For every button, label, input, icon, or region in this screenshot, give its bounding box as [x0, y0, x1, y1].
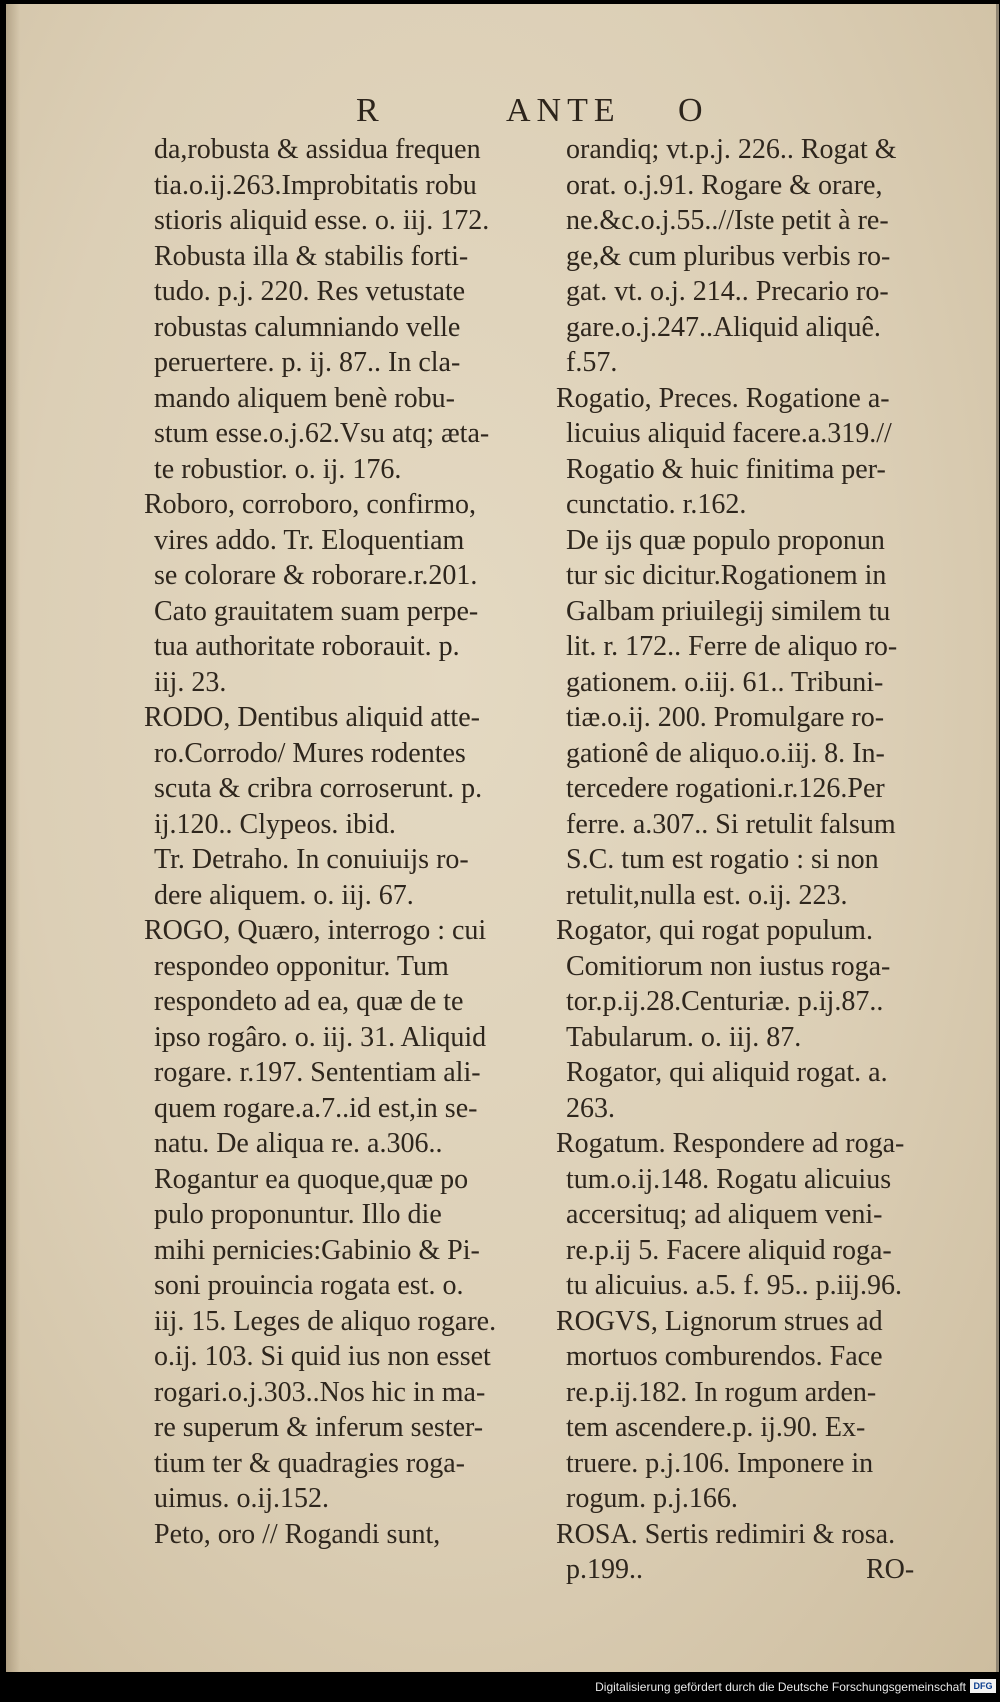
text-line: ge,& cum pluribus verbis ro- [566, 240, 891, 272]
text-line: Rogatio & huic finitima per- [566, 453, 886, 485]
text-line: stioris aliquid esse. o. iij. 172. [154, 205, 490, 236]
dfg-logo: DFG [970, 1679, 996, 1693]
text-line: orandiq; vt.p.j. 226.. Rogat & [566, 134, 897, 165]
text-line: se colorare & roborare.r.201. [154, 560, 478, 591]
text-line: peruertere. p. ij. 87.. In cla- [154, 347, 461, 378]
text-line: Rogator, qui aliquid rogat. a. [566, 1057, 888, 1088]
text-line: orat. o.j.91. Rogare & orare, [566, 169, 883, 201]
text-line: Robusta illa & stabilis forti- [154, 240, 469, 272]
text-line: f.57. [566, 347, 618, 378]
left-column [144, 132, 572, 1552]
text-line: tem ascendere.p. ij.90. Ex- [566, 1412, 866, 1443]
text-line: rogum. p.j.166. [566, 1483, 738, 1514]
text-line: cunctatio. r.162. [566, 489, 747, 520]
footer-credit: Digitalisierung gefördert durch die Deutsche Forschungsgemeinschaft [595, 1680, 966, 1694]
text-line: Peto, oro // Rogandi sunt, [154, 1518, 441, 1550]
page-reference: p.199.. [566, 1554, 643, 1585]
entry-headword-line: RODO, Dentibus aliquid atte- [144, 702, 480, 733]
text-line: re superum & inferum sester- [154, 1412, 484, 1443]
text-line: mando aliquem benè robu- [154, 382, 455, 414]
text-line: scuta & cribra corroserunt. p. [154, 773, 483, 804]
entry-headword-line: ROGVS, Lignorum strues ad [556, 1305, 883, 1337]
text-line: tum.o.ij.148. Rogatu alicuius [566, 1163, 892, 1195]
text-line: tiæ.o.ij. 200. Promulgare ro- [566, 702, 885, 733]
digitization-footer [0, 1672, 1000, 1702]
running-head-right: O [678, 92, 709, 129]
entry-headword-line: Roboro, corroboro, confirmo, [144, 489, 477, 520]
running-head-left: R [356, 92, 385, 129]
text-line: gationem. o.iij. 61.. Tribuni- [566, 666, 884, 698]
entry-headword-line: ROGO, Quæro, interrogo : cui [144, 915, 487, 946]
text-line: tium ter & quadragies roga- [154, 1447, 466, 1479]
text-line: rogari.o.j.303..Nos hic in ma- [154, 1376, 486, 1408]
text-line: licuius aliquid facere.a.319.// [566, 418, 892, 449]
text-line: iij. 23. [154, 666, 227, 698]
text-line: ipso rogâro. o. iij. 31. Aliquid [154, 1021, 487, 1053]
text-line: rogare. r.197. Sententiam ali- [154, 1057, 481, 1088]
entry-headword-line: Rogatio, Preces. Rogatione a- [556, 382, 890, 414]
right-column [556, 132, 974, 1588]
text-line: da,robusta & assidua frequen [154, 134, 481, 165]
text-line: De ijs quæ populo proponun [566, 524, 885, 556]
text-line: respondeto ad ea, quæ de te [154, 986, 464, 1017]
text-line: tur sic dicitur.Rogationem in [566, 560, 887, 591]
text-line: soni prouincia rogata est. o. [154, 1270, 464, 1301]
last-line [566, 1552, 974, 1588]
text-line: dere aliquem. o. iij. 67. [154, 879, 414, 911]
text-line: Cato grauitatem suam perpe- [154, 595, 479, 627]
text-line: iij. 15. Leges de aliquo rogare. [154, 1305, 497, 1337]
text-line: Tr. Detraho. In conuiuijs ro- [154, 844, 469, 875]
text-line: truere. p.j.106. Imponere in [566, 1447, 874, 1479]
text-line: tia.o.ij.263.Improbitatis robu [154, 169, 477, 201]
running-head [6, 92, 996, 132]
text-line: mortuos comburendos. Face [566, 1341, 883, 1372]
text-line: tor.p.ij.28.Centuriæ. p.ij.87.. [566, 986, 884, 1017]
text-line: gat. vt. o.j. 214.. Precario ro- [566, 276, 889, 307]
text-line: quem rogare.a.7..id est,in se- [154, 1092, 478, 1124]
text-line: accersituq; ad aliquem veni- [566, 1199, 883, 1230]
text-line: robustas calumniando velle [154, 311, 461, 343]
entry-headword-line: ROSA. Sertis redimiri & rosa. [556, 1518, 896, 1550]
text-line: tu alicuius. a.5. f. 95.. p.iij.96. [566, 1270, 902, 1301]
text-line: o.ij. 103. Si quid ius non esset [154, 1341, 491, 1372]
book-page [6, 4, 999, 1672]
text-line: respondeo opponitur. Tum [154, 950, 449, 982]
text-line: vires addo. Tr. Eloquentiam [154, 524, 465, 556]
text-line: mihi pernicies:Gabinio & Pi- [154, 1234, 480, 1266]
text-line: uimus. o.ij.152. [154, 1483, 330, 1514]
text-line: lit. r. 172.. Ferre de aliquo ro- [566, 631, 898, 662]
text-line: retulit,nulla est. o.ij. 223. [566, 879, 848, 911]
entry-headword-line: Rogatum. Respondere ad roga- [556, 1128, 905, 1159]
text-line: ne.&c.o.j.55..//Iste petit à re- [566, 205, 889, 236]
text-line: ferre. a.307.. Si retulit falsum [566, 808, 896, 840]
text-line: tua authoritate roborauit. p. [154, 631, 460, 662]
text-line: tercedere rogationi.r.126.Per [566, 773, 885, 804]
text-line: 263. [566, 1092, 615, 1124]
text-line: ro.Corrodo/ Mures rodentes [154, 737, 466, 769]
text-line: Rogantur ea quoque,quæ po [154, 1163, 469, 1195]
text-line: pulo proponuntur. Illo die [154, 1199, 442, 1230]
text-line: re.p.ij.182. In rogum arden- [566, 1376, 877, 1408]
text-line: Galbam priuilegij similem tu [566, 595, 891, 627]
text-line: te robustior. o. ij. 176. [154, 453, 402, 485]
text-line: gare.o.j.247..Aliquid aliquê. [566, 311, 881, 343]
text-line: S.C. tum est rogatio : si non [566, 844, 879, 875]
text-line: tudo. p.j. 220. Res vetustate [154, 276, 466, 307]
entry-headword-line: Rogator, qui rogat populum. [556, 915, 873, 946]
text-line: Tabularum. o. iij. 87. [566, 1021, 802, 1053]
text-line: stum esse.o.j.62.Vsu atq; æta- [154, 418, 490, 449]
text-line: natu. De aliqua re. a.306.. [154, 1128, 443, 1159]
catchword: RO- [866, 1554, 915, 1585]
running-head-center: ANTE [506, 92, 621, 129]
text-line: ij.120.. Clypeos. ibid. [154, 808, 396, 840]
text-line: Comitiorum non iustus roga- [566, 950, 891, 982]
text-line: re.p.ij 5. Facere aliquid roga- [566, 1234, 892, 1266]
text-line: gationê de aliquo.o.iij. 8. In- [566, 737, 885, 769]
